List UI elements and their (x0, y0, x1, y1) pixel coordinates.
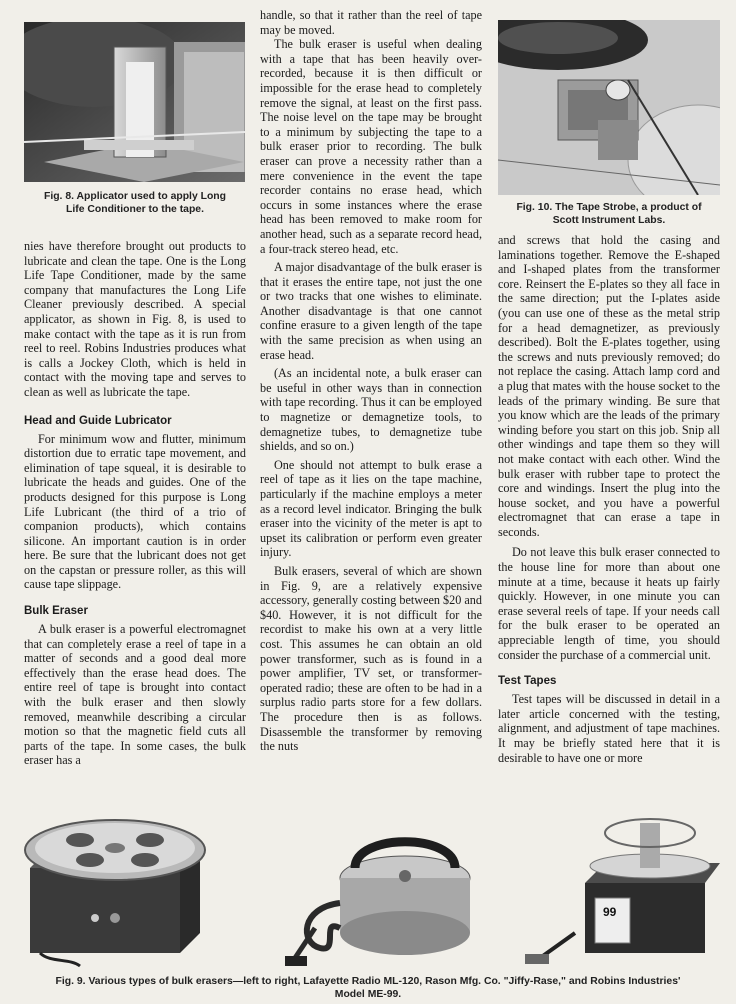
column-2 (260, 8, 482, 754)
fig9-caption-line1: Fig. 9. Various types of bulk erasers—left to right, Lafayette Radio ML-120, Rason Mfg. Co. "Jiffy-Rase," and Robins Industries' (55, 976, 681, 987)
col2-paragraph-5: One should not attempt to bulk erase a reel of tape as it lies on the tape machine, particularly if the machine employs a meter as a record level indicator. Bringing the bulk eraser into the vicinity of the meter is apt to upset its calibration or perform even greater injury. (260, 457, 482, 560)
fig10-photo (498, 20, 720, 195)
fig10-caption-line2: Scott Instrument Labs. (552, 215, 666, 226)
col3-paragraph-2: Do not leave this bulk eraser connected to the house line for more than about one minute at a time, because it heats up fairly quickly. However, in one minute you can erase several reels of tape. If your needs call for the bulk eraser to be operated an appreciable length of time, you should consider the purchase of a commercial unit. (498, 545, 720, 662)
fig10-caption-line1: Fig. 10. The Tape Strobe, a product of (516, 202, 702, 213)
heading-head-guide-lubricator: Head and Guide Lubricator (24, 414, 172, 427)
fig8-caption-line1: Fig. 8. Applicator used to apply Long (43, 191, 227, 202)
col3-paragraph-3: Test tapes will be discussed in detail in a later article concerned with the testing, alignment, and adjustment of tape machines. It may be briefly stated here that it is desirable to have one or more (498, 692, 720, 765)
col2-paragraph-4: (As an incidental note, a bulk eraser can be useful in other ways than in connection with tape recording. Thus it can be employed to magnetize or demagnetize tools, to demagnetize tubes, to demagnetize tube shields, and so on.) (260, 366, 482, 454)
col1-paragraph-3: A bulk eraser is a powerful electromagnet that can completely erase a reel of tape in a matter of seconds and a good deal more effectively than the erase head does. The entire reel of tape is brought into contact with the bulk eraser and then slowly removed, meanwhile describing a circular motion so that the magnetic field cuts all parts of the tape. In some cases, the bulk eraser has a (24, 622, 246, 768)
fig8-photo (24, 22, 245, 182)
heading-bulk-eraser: Bulk Eraser (24, 605, 88, 618)
heading-test-tapes: Test Tapes (498, 675, 557, 688)
lafayette-eraser-image (25, 820, 205, 966)
col2-paragraph-1: handle, so that it rather than the reel of tape may be moved. (260, 8, 482, 37)
fig8-caption-line2: Life Conditioner to the tape. (66, 204, 204, 215)
col2-paragraph-2: The bulk eraser is useful when dealing with a tape that has been heavily over-recorded, because it is then difficult or impossible for the erase head to completely remove the signal, at least on the first pass. The noise level on the tape may be brought to a minimum by subjecting the tape to a bulk eraser prior to recording. The bulk eraser can prove a necessity rather than a mere convenience in the event the tape recorder contains no erase head, which occurs in some instances where the erase head has been removed to make room for another head, such as a separate record head, a four-track stereo head, etc. (260, 37, 482, 256)
robins-badge-label: 99 (603, 905, 617, 919)
fig9-photo (20, 808, 720, 968)
fig9-caption (6, 975, 730, 1001)
col1-paragraph-2: For minimum wow and flutter, minimum distortion due to erratic tape movement, and elimination of tape squeal, it is desirable to lubricate the heads and guides. One of the products designed for this purpose is Long Life Lubricant (the third of a trio of companion products), which contains silicone. An important caution is in order here. Be sure that the lubricant does not get on the capstan or pressure roller, as this will cause tape slippage. (24, 431, 246, 592)
fig9-caption-line2: Model ME-99. (334, 989, 402, 1000)
col2-paragraph-3: A major disadvantage of the bulk eraser is that it erases the entire tape, not just the one or two tracks that one wishes to eliminate. Another disadvantage is that one cannot confine erasure to a given length of the tape with the same precision as when using an erase head. (260, 260, 482, 362)
col2-paragraph-6: Bulk erasers, several of which are shown in Fig. 9, are a relatively expensive accessory, generally costing between $20 and $40. However, it is not difficult for the recordist to make his own at a very little cost. This assumes he can obtain an old power transformer, such as is found in a power amplifier, TV set, or transformer-operated radio; these are often to be had in a surplus radio parts store for a few dollars. The procedure then is as follows. Disassemble the transformer by removing the nuts (260, 563, 482, 754)
column-1 (24, 239, 246, 768)
col3-paragraph-1: and screws that hold the casing and laminations together. Remove the E-shaped and I-shaped plates from the transformer core. Reinsert the E-plates so they all face in the same direction; put the I-plates aside (you can use one of these as the metal strip for a head demagnetizer, as previously described). Bolt the E-plates together, using the screws and nuts previously removed; do not replace the casing. Attach lamp cord and a plug that mates with the house socket to the leads of the primary winding. Be sure that you know which are the leads of the primary winding before you start on this job. Snip all other windings and tape them so they will not make contact with each other. Wind the bulk eraser with rubber tape to protect the core and windings. Insert the plug into the house socket, and you have a powerful electromagnet that can erase a tape in seconds. (498, 233, 720, 539)
col1-paragraph-1: nies have therefore brought out products to lubricate and clean the tape. One is the Long Life Tape Conditioner, made by the same company that manufactures the Long Life Cleaner previously described. A special applicator, as shown in Fig. 8, is used to make contact with the tape as it is run from reel to reel. Robins Industries produces what is calls a Jockey Cloth, which is held in contact with the moving tape and serves to clean as well as lubricate the tape. (24, 239, 246, 399)
column-3 (498, 233, 720, 765)
fig8-caption (24, 190, 246, 216)
fig10-caption (498, 201, 720, 227)
